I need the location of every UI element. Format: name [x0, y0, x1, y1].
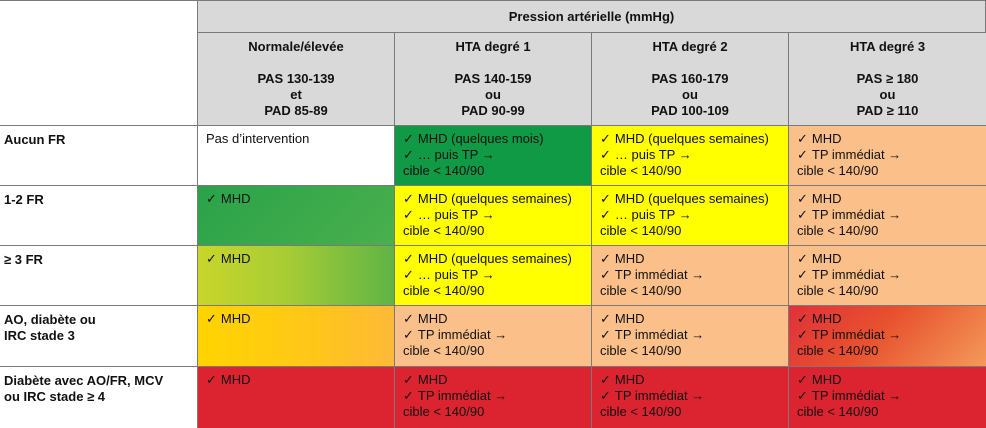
col-header-title: HTA degré 2 [652, 39, 728, 54]
cell-line: ✓ MHD [797, 191, 842, 206]
check-icon: ✓ [797, 327, 808, 342]
cell-aucun-hta1 [395, 126, 592, 186]
check-icon: ✓ [403, 388, 414, 403]
cell-line: cible < 140/90 [797, 223, 879, 238]
check-icon: ✓ [797, 267, 808, 282]
col-header-hta2 [592, 33, 789, 126]
cell-aucun-hta3 [789, 126, 986, 186]
col-header-hta3 [789, 33, 986, 126]
check-icon: ✓ [797, 207, 808, 222]
row-header-1-2-fr [0, 186, 198, 246]
check-icon: ✓ [797, 147, 808, 162]
cell-line: ✓ MHD [797, 251, 842, 266]
cell-line: ✓ MHD [797, 311, 842, 326]
check-icon: ✓ [797, 131, 808, 146]
cell-line: ✓ … puis TP → [403, 207, 495, 222]
cell-line: cible < 140/90 [797, 283, 879, 298]
cell-line: ✓ TP immédiat → [797, 147, 902, 162]
check-icon: ✓ [206, 311, 217, 326]
cell-line: ✓ MHD [797, 131, 842, 146]
cell-mcv-hta3 [789, 367, 986, 428]
check-icon: ✓ [403, 267, 414, 282]
cell-line: cible < 140/90 [403, 343, 485, 358]
row-header-aucun-fr [0, 126, 198, 186]
cell-line: cible < 140/90 [403, 283, 485, 298]
row-header-line: AO, diabète ou [4, 312, 96, 327]
cell-line: ✓ TP immédiat → [403, 327, 508, 342]
cell-3fr-hta1 [395, 246, 592, 306]
cell-line: cible < 140/90 [797, 163, 879, 178]
cell-12fr-hta1 [395, 186, 592, 246]
cell-line: cible < 140/90 [600, 404, 682, 419]
cell-3fr-hta2 [592, 246, 789, 306]
col-header-line: PAD 85-89 [264, 103, 328, 118]
cell-line: ✓ … puis TP → [600, 207, 692, 222]
cell-12fr-normal [198, 186, 395, 246]
row-header-ao-diabete [0, 306, 198, 367]
check-icon: ✓ [403, 131, 414, 146]
check-icon: ✓ [600, 327, 611, 342]
check-icon: ✓ [600, 372, 611, 387]
cell-line: ✓ TP immédiat → [797, 267, 902, 282]
col-header-title: HTA degré 3 [849, 39, 926, 54]
cell-line: ✓ MHD [403, 372, 448, 387]
cell-line: ✓ MHD (quelques semaines) [600, 191, 769, 206]
cell-line: Pas d’intervention [206, 131, 310, 146]
check-icon: ✓ [600, 311, 611, 326]
cell-line: ✓ MHD (quelques semaines) [403, 251, 572, 266]
cell-3fr-hta3 [789, 246, 986, 306]
row-header-diabete-mcv [0, 367, 198, 428]
row-header-line: ou IRC stade ≥ 4 [4, 389, 106, 404]
cell-line: cible < 140/90 [600, 283, 682, 298]
check-icon: ✓ [600, 267, 611, 282]
check-icon: ✓ [403, 191, 414, 206]
cell-line: ✓ TP immédiat → [600, 327, 705, 342]
check-icon: ✓ [206, 251, 217, 266]
cell-line: cible < 140/90 [600, 163, 682, 178]
check-icon: ✓ [403, 327, 414, 342]
cell-line: cible < 140/90 [797, 343, 879, 358]
cell-line: ✓ TP immédiat → [797, 327, 902, 342]
cell-line: ✓ MHD [600, 372, 645, 387]
cell-line: ✓ MHD [206, 251, 251, 266]
row-header-line: ≥ 3 FR [4, 252, 43, 267]
cell-line: ✓ TP immédiat → [797, 388, 902, 403]
cell-line: cible < 140/90 [403, 404, 485, 419]
check-icon: ✓ [600, 207, 611, 222]
check-icon: ✓ [600, 147, 611, 162]
cell-ao-hta2 [592, 306, 789, 367]
check-icon: ✓ [403, 372, 414, 387]
cell-line: ✓ MHD [797, 372, 842, 387]
row-header-3-fr [0, 246, 198, 306]
check-icon: ✓ [797, 388, 808, 403]
cell-line: ✓ … puis TP → [403, 147, 495, 162]
check-icon: ✓ [403, 251, 414, 266]
col-header-line: PAS 160-179 [651, 71, 729, 86]
cell-line: ✓ TP immédiat → [797, 207, 902, 222]
cell-line: ✓ TP immédiat → [600, 388, 705, 403]
cell-ao-hta3 [789, 306, 986, 367]
check-icon: ✓ [403, 147, 414, 162]
check-icon: ✓ [600, 131, 611, 146]
cell-mcv-hta1 [395, 367, 592, 428]
check-icon: ✓ [206, 191, 217, 206]
col-header-line: et [290, 87, 302, 102]
cell-line: cible < 140/90 [797, 404, 879, 419]
bp-header-title: Pression artérielle (mmHg) [508, 8, 675, 24]
cell-line: ✓ TP immédiat → [403, 388, 508, 403]
check-icon: ✓ [797, 251, 808, 266]
cell-mcv-hta2 [592, 367, 789, 428]
cell-mcv-normal [198, 367, 395, 428]
cell-12fr-hta3 [789, 186, 986, 246]
cell-line: ✓ MHD [206, 372, 251, 387]
col-header-line: PAS ≥ 180 [856, 71, 919, 86]
check-icon: ✓ [403, 207, 414, 222]
cell-aucun-hta2 [592, 126, 789, 186]
cell-aucun-normal [198, 126, 395, 186]
cell-line: ✓ MHD (quelques semaines) [403, 191, 572, 206]
cell-line: ✓ MHD [206, 191, 251, 206]
check-icon: ✓ [600, 191, 611, 206]
check-icon: ✓ [403, 311, 414, 326]
table-corner [0, 1, 198, 126]
cell-line: cible < 140/90 [600, 343, 682, 358]
cell-line: cible < 140/90 [403, 223, 485, 238]
col-header-hta1 [395, 33, 592, 126]
cell-line: ✓ MHD [206, 311, 251, 326]
cell-line: cible < 140/90 [403, 163, 485, 178]
col-header-line: ou [682, 87, 698, 102]
col-header-normal [198, 33, 395, 126]
cell-line: ✓ … puis TP → [600, 147, 692, 162]
row-header-line: 1-2 FR [4, 192, 44, 207]
col-header-line: PAS 130-139 [257, 71, 335, 86]
col-header-line: ou [485, 87, 501, 102]
cell-line: ✓ MHD [600, 251, 645, 266]
cell-line: ✓ MHD (quelques mois) [403, 131, 544, 146]
check-icon: ✓ [797, 191, 808, 206]
bp-header [198, 1, 986, 33]
col-header-line: PAS 140-159 [454, 71, 532, 86]
row-header-line: IRC stade 3 [4, 328, 75, 343]
col-header-line: ou [879, 87, 896, 102]
col-header-line: PAD 100-109 [651, 103, 729, 118]
check-icon: ✓ [206, 372, 217, 387]
cell-line: cible < 140/90 [600, 223, 682, 238]
cell-3fr-normal [198, 246, 395, 306]
cell-line: ✓ MHD [403, 311, 448, 326]
col-header-line: PAD 90-99 [461, 103, 525, 118]
row-header-line: Aucun FR [4, 132, 66, 147]
cell-12fr-hta2 [592, 186, 789, 246]
col-header-line: PAD ≥ 110 [856, 103, 919, 118]
col-header-title: Normale/élevée [248, 39, 344, 54]
check-icon: ✓ [600, 388, 611, 403]
cell-line: ✓ … puis TP → [403, 267, 495, 282]
check-icon: ✓ [600, 251, 611, 266]
cell-line: ✓ MHD (quelques semaines) [600, 131, 769, 146]
cell-line: ✓ MHD [600, 311, 645, 326]
check-icon: ✓ [797, 311, 808, 326]
cell-line: ✓ TP immédiat → [600, 267, 705, 282]
cell-ao-hta1 [395, 306, 592, 367]
row-header-line: Diabète avec AO/FR, MCV [4, 373, 164, 388]
cell-ao-normal [198, 306, 395, 367]
check-icon: ✓ [797, 372, 808, 387]
col-header-title: HTA degré 1 [455, 39, 531, 54]
